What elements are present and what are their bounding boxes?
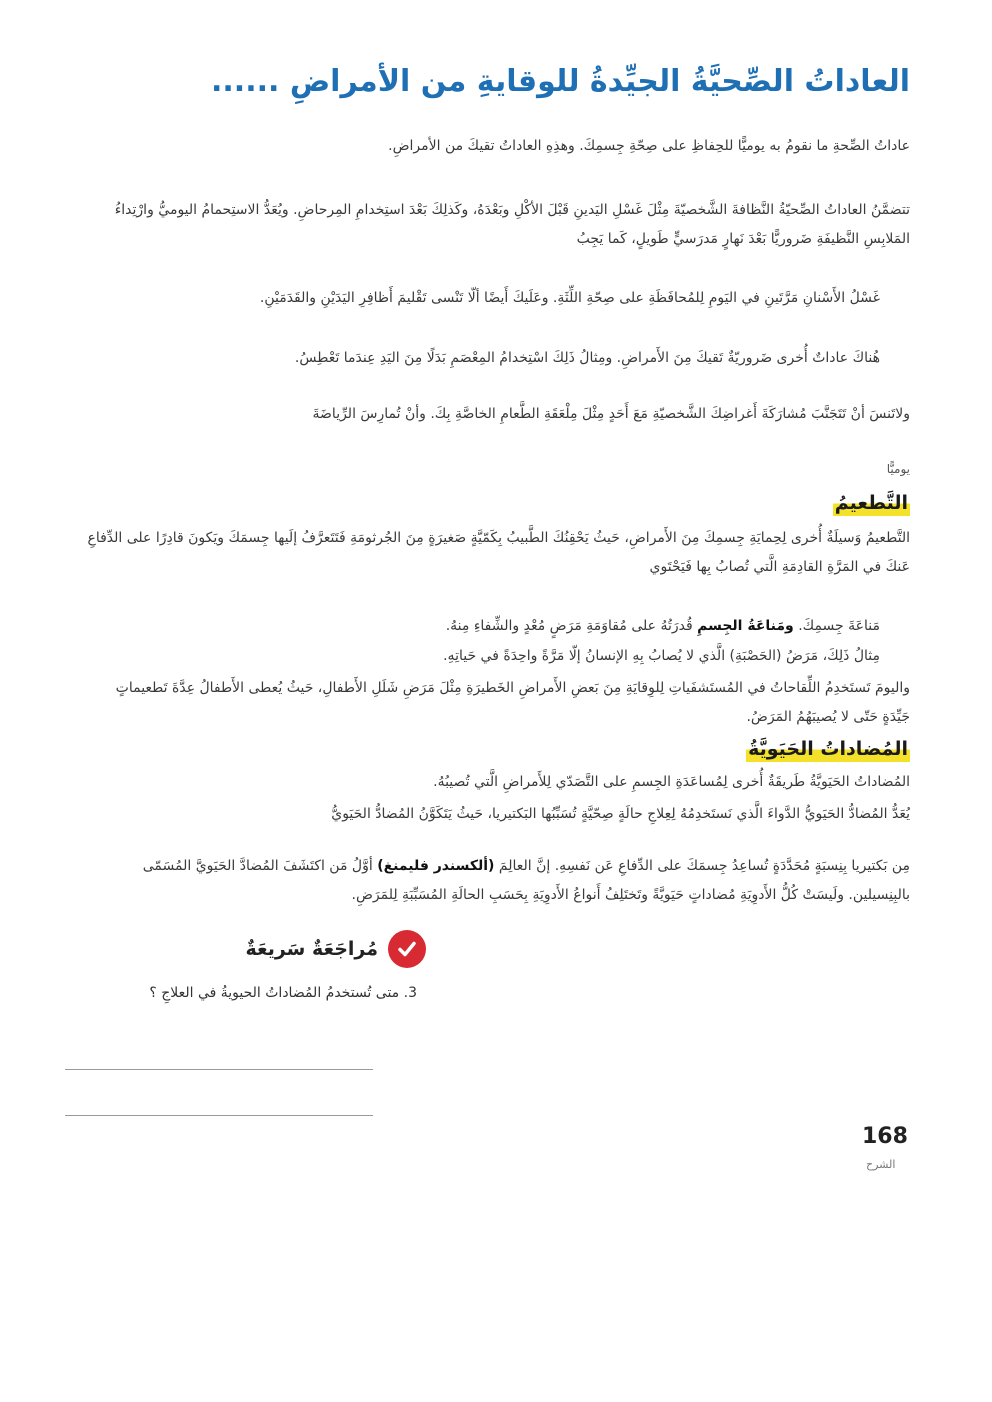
- answer-line[interactable]: [65, 1069, 373, 1070]
- antibiotics-intro: المُضاداتُ الحَيَويَّةُ طَريقَةٌ أُخرى لِمُساعَدَةِ الجِسمِ على التَّصَدّي لِلأَمراضِ الَّتي تُصيبُهُ.: [433, 774, 910, 790]
- fleming-text-end: أوَّلُ مَن اكتَشَفَ المُضادَّ الحَيَويَّ المُسَمّى بالبِنِسيلين. ولَيسَتْ كُلُّ الأَدوِيَةِ مُضاداتٍ حَيَويَّةً وتَختَلِفُ أَنواعُ الأَدوِيَةِ بِحَسَبِ الحالَةِ المُسَبِّبَةِ لِلمَرَضِ.: [142, 858, 910, 903]
- fleming-paragraph: [84, 852, 910, 910]
- quick-review: [245, 930, 426, 968]
- review-question: 3. متى تُستخدمُ المُضاداتُ الحيويةُ في العلاجِ ؟: [149, 985, 417, 1001]
- immunity-text-end: قُدرَتُهُ على مُقاوَمَةِ مَرَضٍ مُعْدٍ والشِّفاءِ مِنهُ.: [445, 618, 693, 634]
- sharing-paragraph-end: يوميًّا: [886, 462, 910, 476]
- fleming-name: (ألكسندر فليمنغ): [377, 858, 495, 874]
- teeth-paragraph: غَسْلُ الأَسْنانِ مَرَّتَينِ في اليَومِ لِلمُحافَظَةِ على صِحّةِ اللِّثَةِ. وعَلَيكَ أَيضًا ألّا تَنْسى تَقْليمَ أَظافِرِ اليَدَيْنِ والقَدَمَيْنِ.: [259, 290, 880, 306]
- quick-review-title: مُراجَعَةٌ سَريعَةٌ: [245, 938, 378, 960]
- page-number: 168: [862, 1124, 908, 1149]
- measles-paragraph: مِثالُ ذَلِكَ، مَرَضُ (الحَصْبَةِ) الَّذي لا يُصابُ بِهِ الإنسانُ إلّا مَرَّةً واحِدَةً في حَياتِهِ.: [443, 648, 880, 664]
- immunity-term: ومَناعَةُ الجِسمِ: [697, 618, 794, 634]
- answer-line[interactable]: [65, 1115, 373, 1116]
- fleming-text-start: مِن بَكتيريا بِنِسبَةٍ مُحَدَّدَةٍ تُساعِدُ جِسمَكَ على الدِّفاعِ عَن نَفسِهِ. إنَّ العالِمَ: [498, 858, 910, 874]
- vaccines-paragraph: واليومَ تَستَخدِمُ اللِّقاحاتُ في المُستَشفَياتِ لِلوِقايَةِ مِنَ بَعضِ الأَمراضِ الخَطيرَةِ مِثْلَ مَرَضِ شَلَلِ الأَطفالِ، حَيثُ يُعطى الأَطفالُ عِدَّةَ تَطعيماتٍ جَيِّدَةٍ حَتّى لا يُصيبَهُمُ المَرَضُ.: [115, 680, 910, 725]
- immunity-paragraph: [90, 612, 880, 641]
- sharing-paragraph: ولاتَنسَ أنْ تَتَجَنَّبَ مُشارَكَةَ أَغراضِكَ الشَّخصيّةِ مَعَ أَحَدٍ مِثْلَ مِلْعَقَةِ الطَّعامِ الخاصَّةِ بِكَ. وأنْ تُمارِسَ الرِّياضَةَ: [312, 406, 910, 422]
- vaccination-paragraph: التَّطعيمُ وَسيلَةٌ أُخرى لِحِمايَةِ جِسمِكَ مِنَ الأَمراضِ، حَيثُ يَحْقِنُكَ الطَّبيبُ بِكَمّيَّةٍ صَغيرَةٍ مِنَ الجُرثومَةِ فَتَتَعرَّفُ إلَيها جِسمَكَ ويَكونَ قادِرًا على الدِّفاعِ عَنكَ في المَرَّةِ القادِمَةِ الَّتي تُصابُ بِها فَيَحْتَوي: [87, 530, 910, 575]
- vaccination-heading: التَّطعيمُ: [834, 492, 908, 514]
- antibiotics-heading: المُضاداتُ الحَيَويَّةُ: [748, 738, 908, 760]
- immunity-text-start: مَناعَةَ جِسمِكَ.: [798, 618, 880, 634]
- hygiene-paragraph: تتضمَّنُ العاداتُ الصِّحيّةُ النَّظافةَ الشَّخصيّةَ مِثْلَ غَسْلِ اليَدينِ قَبْلَ الأكْلِ وبَعْدَهُ، وكَذلِكَ بَعْدَ استِخدامِ المِرحاضِ. ويُعَدُّ الاستِحمامُ اليوميُّ وارْتِداءُ المَلابِسِ النَّظيفَةِ ضَروريًّا بَعْدَ نَهارٍ مَدرَسيٍّ طَويلٍ، كَما يَجِبُ: [114, 202, 910, 247]
- sneeze-paragraph: هُناكَ عاداتٌ أُخرى ضَروريّةٌ تَقيكَ مِنَ الأَمراضِ. ومِثالُ ذَلِكَ اسْتِخدامُ المِعْصَمِ بَدَلًا مِنَ اليَدِ عِندَما تَعْطِسُ.: [294, 350, 880, 366]
- page-title: العاداتُ الصِّحيَّةُ الجيِّدةُ للوقايةِ من الأمراضِ ......: [211, 64, 910, 99]
- intro-paragraph: عاداتُ الصِّحةِ ما نقومُ به يوميًّا للحِفاظِ على صِحّةِ جِسمِكَ. وهذِهِ العاداتُ تقيكَ من الأمراضِ.: [388, 138, 910, 154]
- page-label: الشرح: [866, 1158, 896, 1171]
- antibiotic-definition: يُعَدُّ المُضادُّ الحَيَويُّ الدَّواءَ الَّذي نَستَخدِمُهُ لِعِلاجِ حالَةٍ صِحّيَّةٍ تُسَبِّبُها البَكتيريا، حَيثُ يَتَكَوَّنُ المُضادُّ الحَيَويُّ: [331, 806, 910, 822]
- check-circle-icon: [388, 930, 426, 968]
